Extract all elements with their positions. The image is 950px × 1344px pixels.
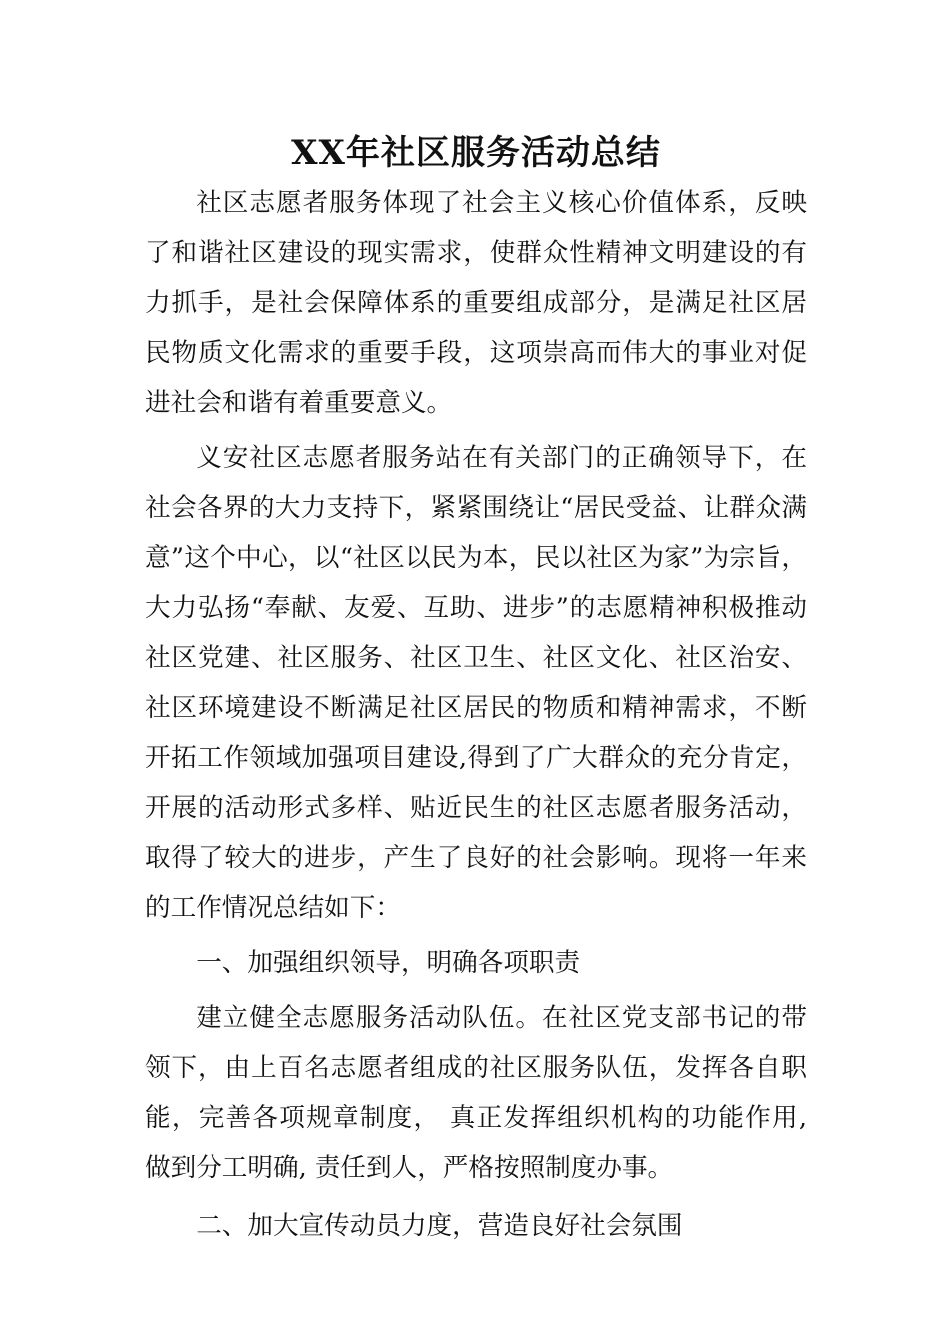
section-heading-2: 二、加大宣传动员力度，营造良好社会氛围 [196, 1211, 683, 1241]
document-page [145, 128, 807, 1251]
paragraph-overview: 义安社区志愿者服务站在有关部门的正确领导下，在社会各界的大力支持下，紧紧围绕让“居民受益、让群众满意”这个中心，以“社区以民为本，民以社区为家”为宗旨，大力弘扬“奉献、友爱、互助、进步”的志愿精神积极推动社区党建、社区服务、社区卫生、社区文化、社区治安、社区环境建设不断满足社区居民的物质和精神需求，不断开拓工作领域加强项目建设,得到了广大群众的充分肯定，开展的活动形式多样、贴近民生的社区志愿者服务活动，取得了较大的进步，产生了良好的社会影响。现将一年来的工作情况总结如下： [145, 443, 807, 923]
paragraph-intro: 社区志愿者服务体现了社会主义核心价值体系，反映了和谐社区建设的现实需求，使群众性精神文明建设的有力抓手，是社会保障体系的重要组成部分，是满足社区居民物质文化需求的重要手段，这项崇高而伟大的事业对促进社会和谐有着重要意义。 [145, 188, 807, 418]
document-title: XX年社区服务活动总结 [291, 133, 661, 173]
section-heading-1: 一、加强组织领导，明确各项职责 [196, 948, 581, 978]
paragraph-spacer [145, 1193, 807, 1201]
paragraph-section-1: 建立健全志愿服务活动队伍。在社区党支部书记的带领下，由上百名志愿者组成的社区服务队伍，发挥各自职能，完善各项规章制度， 真正发挥组织机构的功能作用, 做到分工明确, 责任到人，严格按照制度办事。 [145, 1003, 807, 1183]
